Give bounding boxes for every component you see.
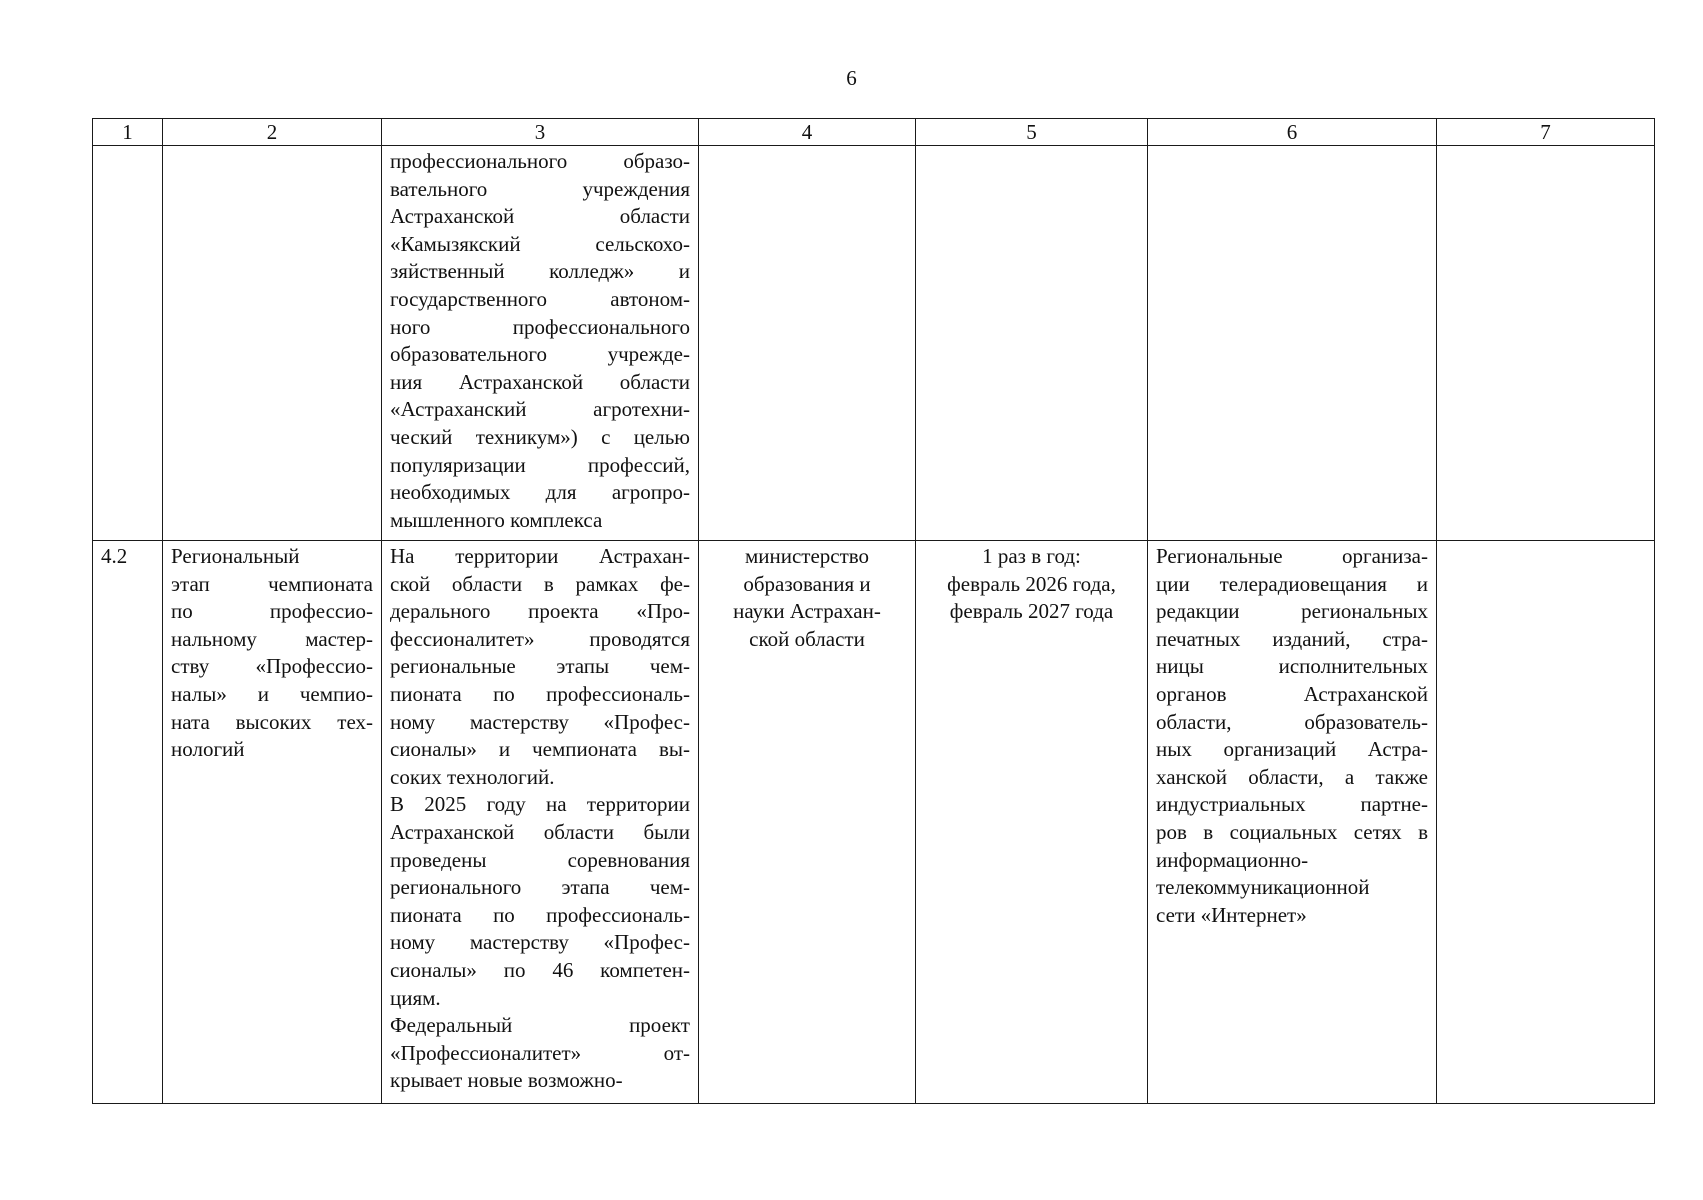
text-line: ному мастерству «Профес- (390, 709, 690, 734)
text-line: Астраханской области были (390, 819, 690, 844)
text-line: сети «Интернет» (1156, 902, 1307, 927)
text-line: образования и (743, 571, 871, 596)
text-line: региональные этапы чем- (390, 654, 690, 679)
text-line: индустриальных партне- (1156, 792, 1428, 817)
text-line: ных организаций Астра- (1156, 737, 1428, 762)
text-line: крывает новые возможно- (390, 1068, 623, 1093)
text-line: Астраханской области (390, 204, 690, 229)
page-number: 6 (846, 66, 857, 90)
text-line: образовательного учрежде- (390, 342, 690, 367)
text-line: В 2025 году на территории (390, 792, 690, 817)
header-row (93, 119, 1655, 146)
text-line: ческий техникум») с целью (390, 424, 690, 449)
timing-text (924, 543, 1139, 626)
text-line: ханской области, а также (1156, 764, 1428, 789)
text-line: сионалы» по 46 компетен- (390, 957, 690, 982)
cell-number: 4.2 (93, 541, 163, 1104)
text-line: министерство (744, 544, 870, 568)
text-line: сионалы» и чемпионата вы- (390, 737, 690, 762)
text-line: вательного учреждения (390, 176, 690, 201)
text-line: зяйственный колледж» и (390, 259, 690, 284)
text-line: ната высоких тех- (171, 709, 373, 734)
text-line: популяризации профессий, (390, 452, 690, 477)
text-line: пионата по профессиональ- (390, 681, 690, 706)
text-line: мышленного комплекса (390, 507, 603, 532)
text-line: ству «Профессио- (171, 654, 373, 679)
text-line: дерального проекта «Про- (390, 599, 690, 624)
text-line: налы» и чемпио- (171, 681, 373, 706)
text-line: ному мастерству «Профес- (390, 930, 690, 955)
text-line: ного профессионального (390, 314, 690, 339)
text-line: нальному мастер- (171, 626, 373, 651)
plan-table (92, 118, 1655, 1104)
column-header-4: 4 (699, 119, 916, 146)
text-line: нологий (171, 737, 245, 762)
table-row-continuation (93, 146, 1655, 541)
text-line: «Астраханский агротехни- (390, 397, 690, 422)
cell-timing (916, 541, 1148, 1104)
text-line: по профессио- (171, 599, 373, 624)
responsible-text (707, 543, 907, 653)
cell-media (1148, 541, 1437, 1104)
cell-note (1437, 146, 1655, 541)
cell-event-name (163, 541, 382, 1104)
description-text (390, 543, 690, 1095)
text-line: Региональные организа- (1156, 544, 1428, 568)
text-line: циям. (390, 985, 441, 1010)
cell-event-name (163, 146, 382, 541)
column-header-6: 6 (1148, 119, 1437, 146)
event-name-text (171, 543, 373, 764)
text-line: необходимых для агропро- (390, 480, 690, 505)
cell-note (1437, 541, 1655, 1104)
text-line: пионата по профессиональ- (390, 902, 690, 927)
text-line: 1 раз в год: (982, 544, 1081, 568)
text-line: печатных изданий, стра- (1156, 626, 1428, 651)
column-header-2: 2 (163, 119, 382, 146)
text-line: государственного автоном- (390, 286, 690, 311)
text-line: февраль 2027 года (949, 599, 1114, 624)
column-header-1: 1 (93, 119, 163, 146)
column-header-7: 7 (1437, 119, 1655, 146)
text-line: регионального этапа чем- (390, 875, 690, 900)
text-line: февраль 2026 года, (947, 571, 1116, 596)
cell-responsible (699, 146, 916, 541)
cell-description (382, 541, 699, 1104)
text-line: фессионалитет» проводятся (390, 626, 690, 651)
text-line: ров в социальных сетях в (1156, 819, 1428, 844)
text-line: ницы исполнительных (1156, 654, 1428, 679)
text-line: «Профессионалитет» от- (390, 1040, 690, 1065)
text-line: ской области (749, 626, 865, 651)
text-line: соких технологий. (390, 764, 555, 789)
text-line: Региональный (171, 544, 300, 568)
media-text (1156, 543, 1428, 929)
table-row-4-2 (93, 541, 1655, 1104)
cell-number (93, 146, 163, 541)
text-line: ния Астраханской области (390, 369, 690, 394)
text-line: «Камызякский сельскохо- (390, 231, 690, 256)
description-text (390, 148, 690, 534)
text-line: этап чемпионата (171, 571, 373, 596)
column-header-5: 5 (916, 119, 1148, 146)
text-line: науки Астрахан- (733, 599, 881, 624)
column-header-3: 3 (382, 119, 699, 146)
text-line: профессионального образо- (390, 149, 690, 173)
text-line: На территории Астрахан- (390, 544, 690, 568)
text-line: редакции региональных (1156, 599, 1428, 624)
text-line: проведены соревнования (390, 847, 690, 872)
text-line: Федеральный проект (390, 1013, 690, 1038)
cell-timing (916, 146, 1148, 541)
text-line: области, образователь- (1156, 709, 1428, 734)
cell-description (382, 146, 699, 541)
text-line: органов Астраханской (1156, 681, 1428, 706)
text-line: телекоммуникационной (1156, 875, 1370, 900)
cell-media (1148, 146, 1437, 541)
cell-responsible (699, 541, 916, 1104)
text-line: информационно- (1156, 847, 1309, 872)
text-line: ской области в рамках фе- (390, 571, 690, 596)
text-line: ции телерадиовещания и (1156, 571, 1428, 596)
